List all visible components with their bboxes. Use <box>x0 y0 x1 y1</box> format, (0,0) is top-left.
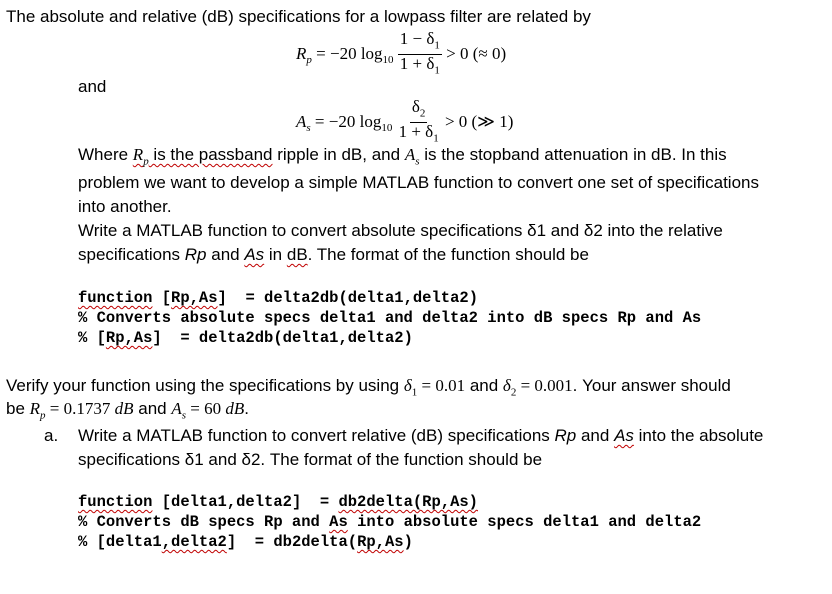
verify-v2d: = 60 <box>186 399 226 418</box>
verify-rp: R <box>29 399 41 418</box>
eq2-op: = −20 log <box>310 111 382 131</box>
part-a-l1b: and <box>576 426 615 445</box>
write1-as: As <box>244 245 265 264</box>
intro-text: The absolute and relative (dB) specifications for a lowpass filter are related by <box>6 7 591 26</box>
eq1-num-sub: 1 <box>434 39 440 52</box>
eq1-log-base: 10 <box>382 54 394 67</box>
write1-l2d: . The format of the function should be <box>307 245 589 264</box>
code2-c3c: ] = db2delta( <box>226 533 358 551</box>
code1-c1b: [ <box>152 289 172 307</box>
eq2-den-sub: 1 <box>433 132 439 145</box>
write1-line-1: Write a MATLAB function to convert absolute specifications δ1 and δ2 into the relative <box>78 221 723 240</box>
equation-rp <box>296 30 506 80</box>
code2-c1b: [delta1,delta2] = <box>152 493 339 511</box>
eq1-op: = −20 log <box>311 43 383 63</box>
eq1-den: 1 + δ <box>399 54 435 74</box>
code1-line-1 <box>78 288 478 308</box>
eq1-lhs: R <box>296 43 307 63</box>
verify-as: A <box>171 399 182 418</box>
write1-l2c: in <box>264 245 287 264</box>
code1-c3a: % [ <box>78 329 106 347</box>
code2-line-2 <box>78 512 701 532</box>
eq2-den: 1 + δ <box>398 122 434 142</box>
write1-l2a: specifications <box>78 245 185 264</box>
verify-v1c: and <box>465 376 503 395</box>
write1-rp: Rp <box>184 245 207 264</box>
eq2-num: δ <box>411 97 420 116</box>
code2-c2b: As <box>329 513 348 531</box>
code2-line-1 <box>78 492 478 512</box>
write1-db: dB <box>286 245 308 264</box>
eq2-rhs: > 0 (≫ 1) <box>444 111 514 131</box>
eq2-num-sub: 2 <box>419 107 426 120</box>
verify-as-sub: s <box>181 409 186 422</box>
verify-db1: dB <box>114 399 134 418</box>
part-a-l1a: Write a MATLAB function to convert relative (dB) specifications <box>78 426 555 445</box>
verify-v1a: Verify your function using the specifications by using <box>6 376 404 395</box>
code1-outputs: Rp,As <box>171 289 218 307</box>
eq2-log-base: 10 <box>381 122 393 135</box>
where-w1: Where <box>78 145 133 164</box>
code1-line-2: % Converts absolute specs delta1 and delta2 into dB specs Rp and As <box>78 309 702 327</box>
where-w2: is the passband <box>148 145 273 164</box>
where-w4: is the stopband attenuation in dB. In this <box>419 145 727 164</box>
code1-c1d: ] = delta2db(delta1,delta2) <box>217 289 478 307</box>
code2-c3a: % [delta1 <box>78 533 162 551</box>
verify-d1: δ <box>403 376 412 395</box>
code2-call: db2delta(Rp,As) <box>338 493 478 511</box>
part-a-line-1 <box>78 425 763 447</box>
verify-v2c: and <box>133 399 172 418</box>
eq1-lhs-sub: p <box>306 54 312 67</box>
part-a-label: a. <box>44 426 59 445</box>
verify-d1-sub: 1 <box>411 386 418 399</box>
eq1-fraction <box>398 30 442 80</box>
code2-line-3 <box>78 532 413 552</box>
code2-keyword: function <box>78 493 153 511</box>
code2-c3d: Rp,As <box>357 533 404 551</box>
where-as: A <box>404 145 416 164</box>
verify-db2: dB <box>225 399 245 418</box>
verify-v1e: . Your answer should <box>572 376 731 395</box>
eq1-num: 1 − δ <box>399 29 435 48</box>
verify-rp-sub: p <box>40 409 46 422</box>
part-a-l1c: into the absolute <box>633 426 764 445</box>
part-a-line-2: specifications δ1 and δ2. The format of the function should be <box>78 450 543 469</box>
where-line-3: into another. <box>78 197 172 216</box>
verify-v2b: = 0.1737 <box>45 399 115 418</box>
code2-c2c: into absolute specs delta1 and delta2 <box>347 513 702 531</box>
write1-l2b: and <box>206 245 245 264</box>
where-squiggle <box>132 145 273 168</box>
where-as-sub: s <box>415 155 420 168</box>
where-line-1 <box>78 144 727 172</box>
code2-c3e: ) <box>403 533 413 551</box>
eq2-lhs-sub: s <box>306 122 311 135</box>
where-line-2: problem we want to develop a simple MATLAB function to convert one set of specifications <box>78 173 759 192</box>
verify-v2a: be <box>6 399 30 418</box>
eq1-rhs: > 0 (≈ 0) <box>446 43 507 63</box>
verify-v1b: = 0.01 <box>417 376 466 395</box>
verify-v1d: = 0.001 <box>516 376 573 395</box>
write1-line-2 <box>78 244 589 266</box>
verify-d2-sub: 2 <box>510 386 517 399</box>
where-rp-sub: p <box>143 155 149 168</box>
eq2-fraction <box>397 98 441 148</box>
part-a-rp: Rp <box>554 426 577 445</box>
where-rp: R <box>132 145 144 164</box>
verify-v2e: . <box>244 399 249 418</box>
eq1-den-sub: 1 <box>434 64 440 77</box>
code1-c3c: ] = delta2db(delta1,delta2) <box>152 329 413 347</box>
verify-d2: δ <box>502 376 511 395</box>
code1-c3b: Rp,As <box>105 329 153 347</box>
and-text: and <box>78 77 107 96</box>
code1-line-3 <box>78 328 413 348</box>
part-a-as: As <box>614 426 634 445</box>
eq2-lhs: A <box>296 111 307 131</box>
equation-as <box>296 98 513 148</box>
verify-line-2 <box>6 398 249 426</box>
code2-c2a: % Converts dB specs Rp and <box>78 513 330 531</box>
where-w3: ripple in dB, and <box>272 145 405 164</box>
code1-keyword: function <box>78 289 153 307</box>
code2-c3b: ,delta2 <box>161 533 227 551</box>
